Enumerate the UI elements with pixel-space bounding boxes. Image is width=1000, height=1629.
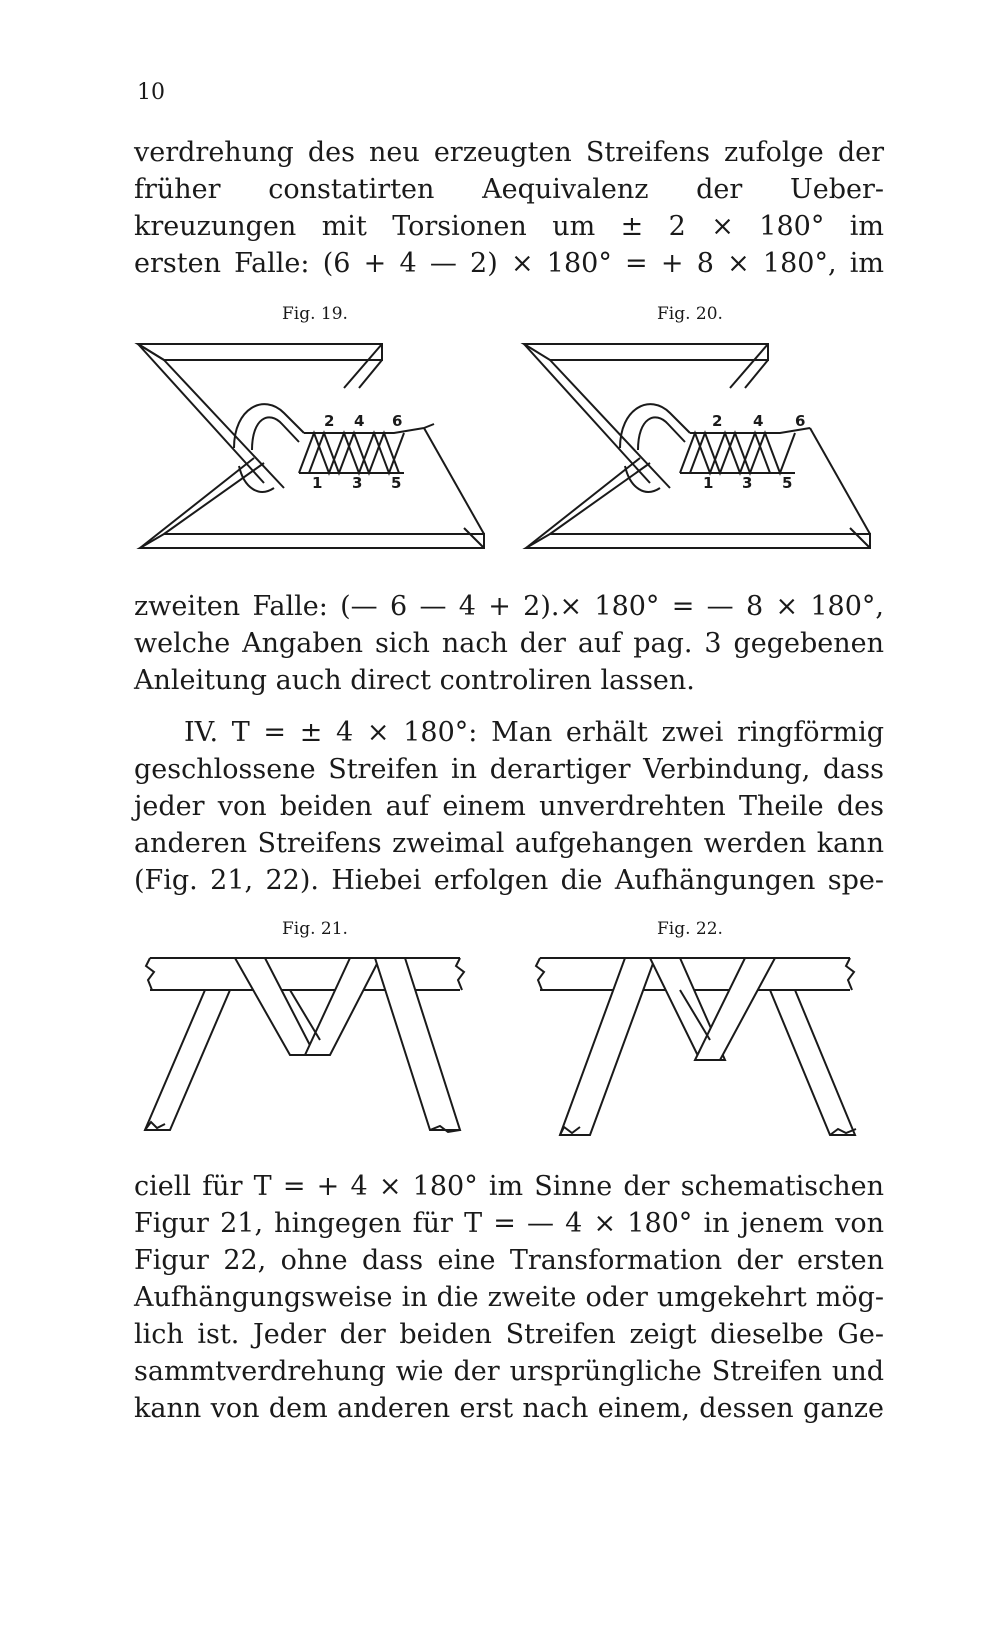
figure-21 xyxy=(140,950,480,1150)
text-line: kreuzungen mit Torsionen um ± 2 × 180° im xyxy=(134,211,884,242)
fig20-caption: Fig. 20. xyxy=(657,304,723,324)
fig19-label-bottom: 3 xyxy=(352,474,363,492)
fig19-caption: Fig. 19. xyxy=(282,304,348,324)
fig20-label-top: 2 xyxy=(712,412,723,430)
fig20-label-bottom: 3 xyxy=(742,474,753,492)
text-line: welche Angaben sich nach der auf pag. 3 gegebenen xyxy=(134,628,884,659)
text-line: lich ist. Jeder der beiden Streifen zeigt dieselbe Ge- xyxy=(134,1319,884,1350)
figure-20 xyxy=(520,338,880,563)
text-line: anderen Streifens zweimal aufgehangen werden kann xyxy=(134,828,884,859)
text-line: ciell für T = + 4 × 180° im Sinne der schematischen xyxy=(134,1171,884,1202)
fig19-label-top: 4 xyxy=(354,412,365,430)
text-line: zweiten Falle: (— 6 — 4 + 2).× 180° = — 8 × 180°, xyxy=(134,591,884,622)
fig21-caption: Fig. 21. xyxy=(282,919,348,939)
fig20-label-bottom: 5 xyxy=(782,474,793,492)
fig20-label-bottom: 1 xyxy=(703,474,714,492)
text-line: kann von dem anderen erst nach einem, dessen ganze xyxy=(134,1393,884,1424)
paragraph-4 xyxy=(134,1168,884,1427)
fig22-caption: Fig. 22. xyxy=(657,919,723,939)
text-line: früher constatirten Aequivalenz der Ueber- xyxy=(134,174,884,205)
text-line: verdrehung des neu erzeugten Streifens zufolge der xyxy=(134,137,884,168)
page-number: 10 xyxy=(137,80,165,105)
figure-19 xyxy=(134,338,494,563)
text-line: IV. T = ± 4 × 180°: Man erhält zwei ringförmig xyxy=(184,717,884,748)
fig19-label-top: 6 xyxy=(392,412,403,430)
text-line: jeder von beiden auf einem unverdrehten Theile des xyxy=(134,791,884,822)
fig20-label-top: 6 xyxy=(795,412,806,430)
text-line: Figur 22, ohne dass eine Transformation der ersten xyxy=(134,1245,884,1276)
fig19-label-top: 2 xyxy=(324,412,335,430)
figure-22 xyxy=(530,950,870,1150)
fig19-label-bottom: 1 xyxy=(312,474,323,492)
paragraph-2 xyxy=(134,588,884,699)
text-line: Aufhängungsweise in die zweite oder umgekehrt mög- xyxy=(134,1282,884,1313)
paragraph-1 xyxy=(134,134,884,282)
text-line: Figur 21, hingegen für T = — 4 × 180° in jenem von xyxy=(134,1208,884,1239)
text-line: sammtverdrehung wie der ursprüngliche Streifen und xyxy=(134,1356,884,1387)
paragraph-3 xyxy=(134,714,884,899)
fig19-label-bottom: 5 xyxy=(391,474,402,492)
text-line: geschlossene Streifen in derartiger Verbindung, dass xyxy=(134,754,884,785)
text-line: (Fig. 21, 22). Hiebei erfolgen die Aufhängungen spe- xyxy=(134,865,884,896)
text-line: Anleitung auch direct controliren lassen. xyxy=(134,665,695,696)
fig20-label-top: 4 xyxy=(753,412,764,430)
text-line: ersten Falle: (6 + 4 — 2) × 180° = + 8 × 180°, im xyxy=(134,248,884,279)
